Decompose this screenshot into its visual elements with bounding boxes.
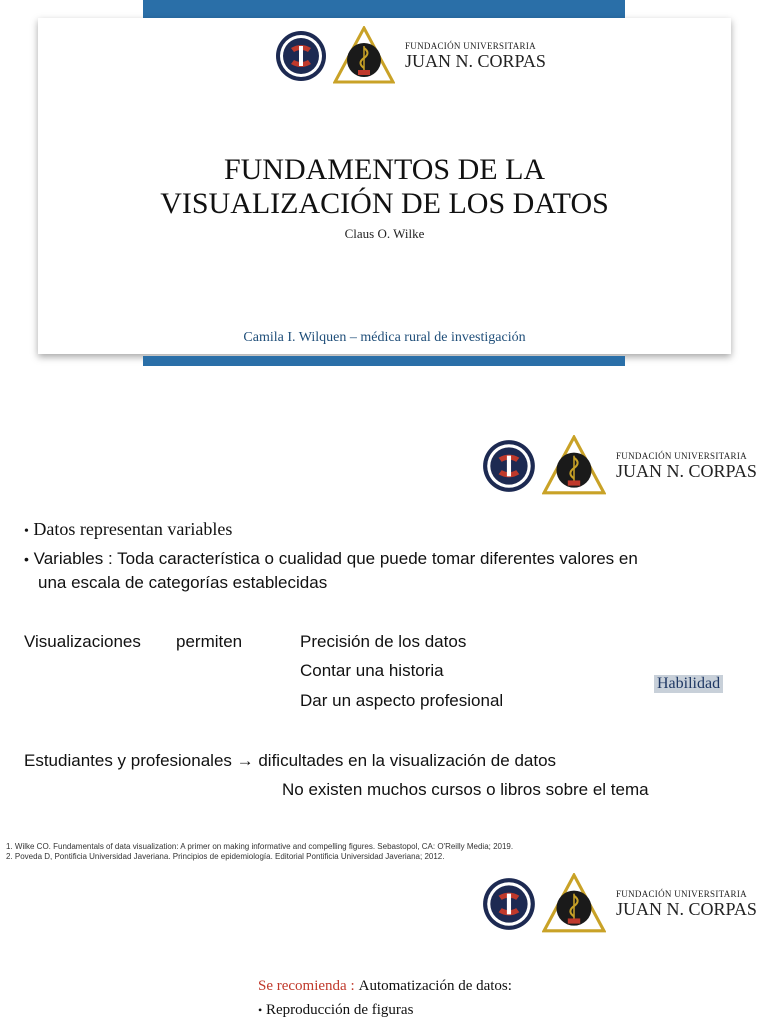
corpas-seal-icon: [275, 28, 329, 84]
slide-title: [38, 153, 731, 221]
bullet-2-continuation: una escala de categorías establecidas: [38, 573, 328, 592]
university-logo: [275, 26, 546, 86]
title-line-2: VISUALIZACIÓN DE LOS DATOS: [160, 187, 609, 220]
recommend-text: Automatización de datos:: [358, 978, 512, 994]
reference-2: 2. Poveda D, Pontificia Universidad Javeriana. Principios de epidemiología. Editorial Pontificia Universidad Javeriana; 2012.: [6, 852, 445, 861]
benefit-2: Contar una historia: [300, 661, 444, 680]
bullet-1-text: Datos representan variables: [33, 519, 233, 539]
recommend-label: Se recomienda :: [258, 978, 355, 994]
medicine-triangle-icon: [542, 873, 606, 935]
visualizaciones-label: Visualizaciones: [24, 632, 141, 651]
logo-subtitle: FUNDACIÓN UNIVERSITARIA: [616, 889, 747, 899]
recommendation: [258, 977, 512, 995]
medicine-triangle-icon: [542, 435, 606, 497]
habilidad-highlight: Habilidad: [654, 675, 723, 693]
permiten-label: permiten: [176, 632, 243, 651]
corpas-seal-icon: [482, 875, 538, 933]
logo-name: JUAN N. CORPAS: [405, 51, 546, 71]
university-logo-2: [482, 435, 757, 497]
title-slide: [38, 18, 731, 354]
logo-subtitle: FUNDACIÓN UNIVERSITARIA: [405, 41, 536, 51]
corpas-seal-icon: [482, 437, 538, 495]
bullet-2: • Variables : Toda característica o cualidad que puede tomar diferentes valores en: [24, 549, 638, 568]
references: [6, 842, 513, 862]
logo-name: JUAN N. CORPAS: [616, 899, 757, 919]
reference-1: 1. Wilke CO. Fundamentals of data visualization: A primer on making informative and compelling figures. Sebastopol, CA: O'Reilly Media; 2019.: [6, 842, 514, 851]
medicine-triangle-icon: [333, 26, 395, 86]
logo-subtitle: FUNDACIÓN UNIVERSITARIA: [616, 451, 747, 461]
logo-name: JUAN N. CORPAS: [616, 461, 757, 481]
benefit-1: Precisión de los datos: [300, 632, 467, 651]
footer-bar: [143, 356, 625, 366]
bullet-1: • Datos representan variables: [24, 519, 233, 539]
title-line-1: FUNDAMENTOS DE LA: [223, 153, 546, 186]
students-line: Estudiantes y profesionales → dificultades en la visualización de datos: [24, 751, 557, 770]
header-bar: [143, 0, 625, 20]
benefit-3: Dar un aspecto profesional: [300, 691, 504, 710]
author: Claus O. Wilke: [344, 226, 425, 241]
university-logo-3: [482, 873, 757, 935]
bullet-reproduccion-text: Reproducción de figuras: [265, 1002, 414, 1018]
bullet-2-text: Variables : Toda característica o cualidad que puede tomar diferentes valores en: [33, 549, 638, 568]
bullet-reproduccion: • Reproducción de figuras: [258, 1002, 414, 1018]
no-courses-line: No existen muchos cursos o libros sobre el tema: [282, 780, 649, 799]
presenter: Camila I. Wilquen – médica rural de investigación: [243, 330, 526, 345]
